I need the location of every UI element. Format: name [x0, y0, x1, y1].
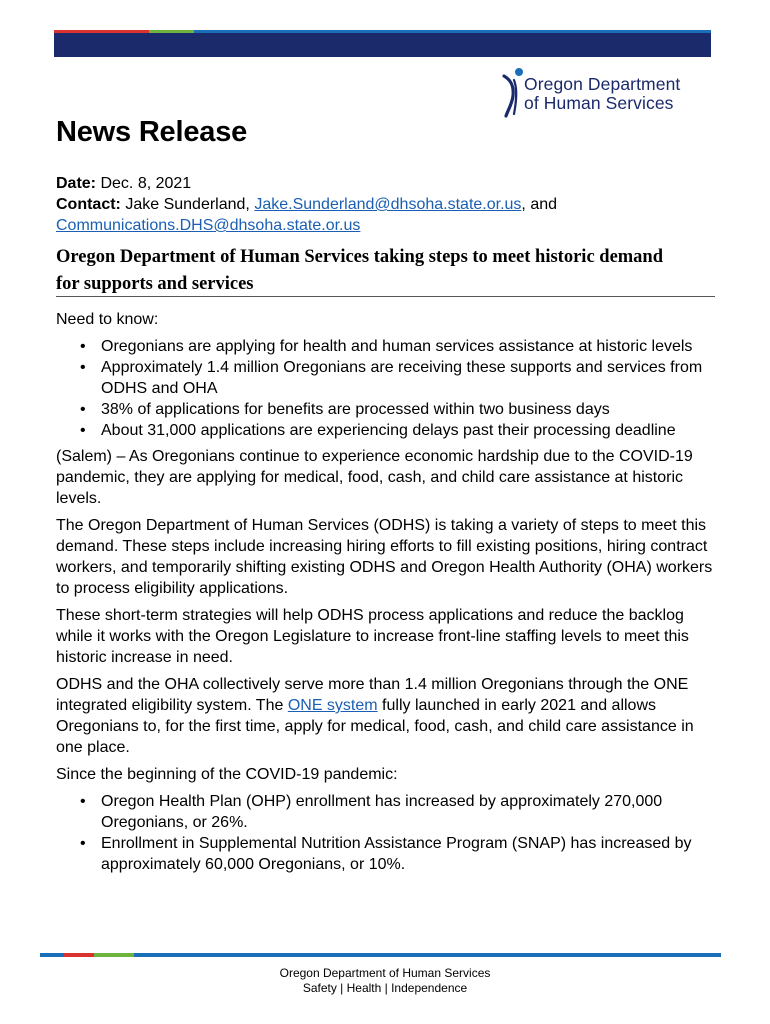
paragraph-one-system [56, 674, 718, 758]
one-system-link[interactable]: ONE system [287, 697, 378, 714]
list-item: • Oregon Health Plan (OHP) enrollment has increased by approximately 270,000 Oregonians, or 26%. [101, 791, 718, 833]
footer-org: Oregon Department of Human Services [279, 966, 491, 980]
page-footer [0, 966, 770, 996]
list-item: • Approximately 1.4 million Oregonians are receiving these supports and services from ODHS and OHA [101, 357, 718, 399]
logo-org-line2: of Human Services [524, 93, 674, 113]
list-item: • 38% of applications for benefits are processed within two business days [101, 399, 718, 420]
odhs-logo [502, 66, 717, 118]
contact-line-2 [56, 215, 716, 236]
red-stripe [54, 30, 149, 33]
list-item: • About 31,000 applications are experiencing delays past their processing deadline [101, 420, 718, 441]
footer-tagline: Safety | Health | Independence [302, 981, 468, 995]
footer-color-bar [40, 953, 721, 957]
list-item: • Enrollment in Supplemental Nutrition Assistance Program (SNAP) has increased by approximately 60,000 Oregonians, or 10%. [101, 833, 718, 875]
blue-stripe [194, 30, 711, 33]
date-label: Date: [56, 175, 97, 192]
paragraph-since: Since the beginning of the COVID-19 pandemic: [56, 766, 398, 783]
contact-label: Contact: [56, 196, 121, 213]
date-line [56, 173, 716, 194]
enrollment-list [56, 791, 718, 875]
release-meta [56, 173, 716, 236]
footer-red-stripe [64, 953, 94, 957]
page-title: News Release [56, 116, 248, 148]
list-item: • Oregonians are applying for health and human services assistance at historic levels [101, 336, 718, 357]
headline-divider [56, 296, 715, 297]
one-system-text-before: ODHS and the OHA collectively serve more than 1.4 million Oregonians through the ONE integrated eligibility system. The [56, 676, 689, 714]
contact-email-link[interactable]: Jake.Sunderland@dhsoha.state.or.us [254, 196, 522, 213]
communications-email-link[interactable]: Communications.DHS@dhsoha.state.or.us [56, 217, 361, 234]
article-body [56, 309, 718, 880]
date-value: Dec. 8, 2021 [100, 175, 192, 192]
paragraph-strategies: These short-term strategies will help ODHS process applications and reduce the backlog while it works with the Oregon Legislature to increase front-line staffing levels to meet this historic increase in need. [56, 607, 689, 666]
green-stripe [149, 30, 194, 33]
headline: Oregon Department of Human Services taking steps to meet historic demand for supports and services [56, 247, 664, 294]
footer-green-stripe [94, 953, 134, 957]
key-points-list [56, 336, 718, 441]
paragraph-salem: (Salem) – As Oregonians continue to experience economic hardship due to the COVID-19 pandemic, they are applying for medical, food, cash, and child care assistance at historic levels. [56, 448, 693, 507]
contact-and: , and [521, 196, 558, 213]
contact-line [56, 194, 716, 215]
need-to-know-label: Need to know: [56, 311, 159, 328]
contact-name: Jake Sunderland, [125, 196, 250, 213]
person-figure-logo-icon [502, 66, 526, 118]
paragraph-odhs-steps: The Oregon Department of Human Services (ODHS) is taking a variety of steps to meet this demand. These steps include increasing hiring efforts to fill existing positions, hiring contract workers, and temporarily shifting existing ODHS and Oregon Health Authority (OHA) workers to process eligibility applications. [56, 517, 713, 597]
logo-org-line1: Oregon Department [524, 74, 681, 94]
one-system-text-after: fully launched in early 2021 and allows Oregonians to, for the first time, apply for medical, food, cash, and child care assistance in one place. [56, 697, 694, 756]
header-color-bar [54, 30, 711, 57]
